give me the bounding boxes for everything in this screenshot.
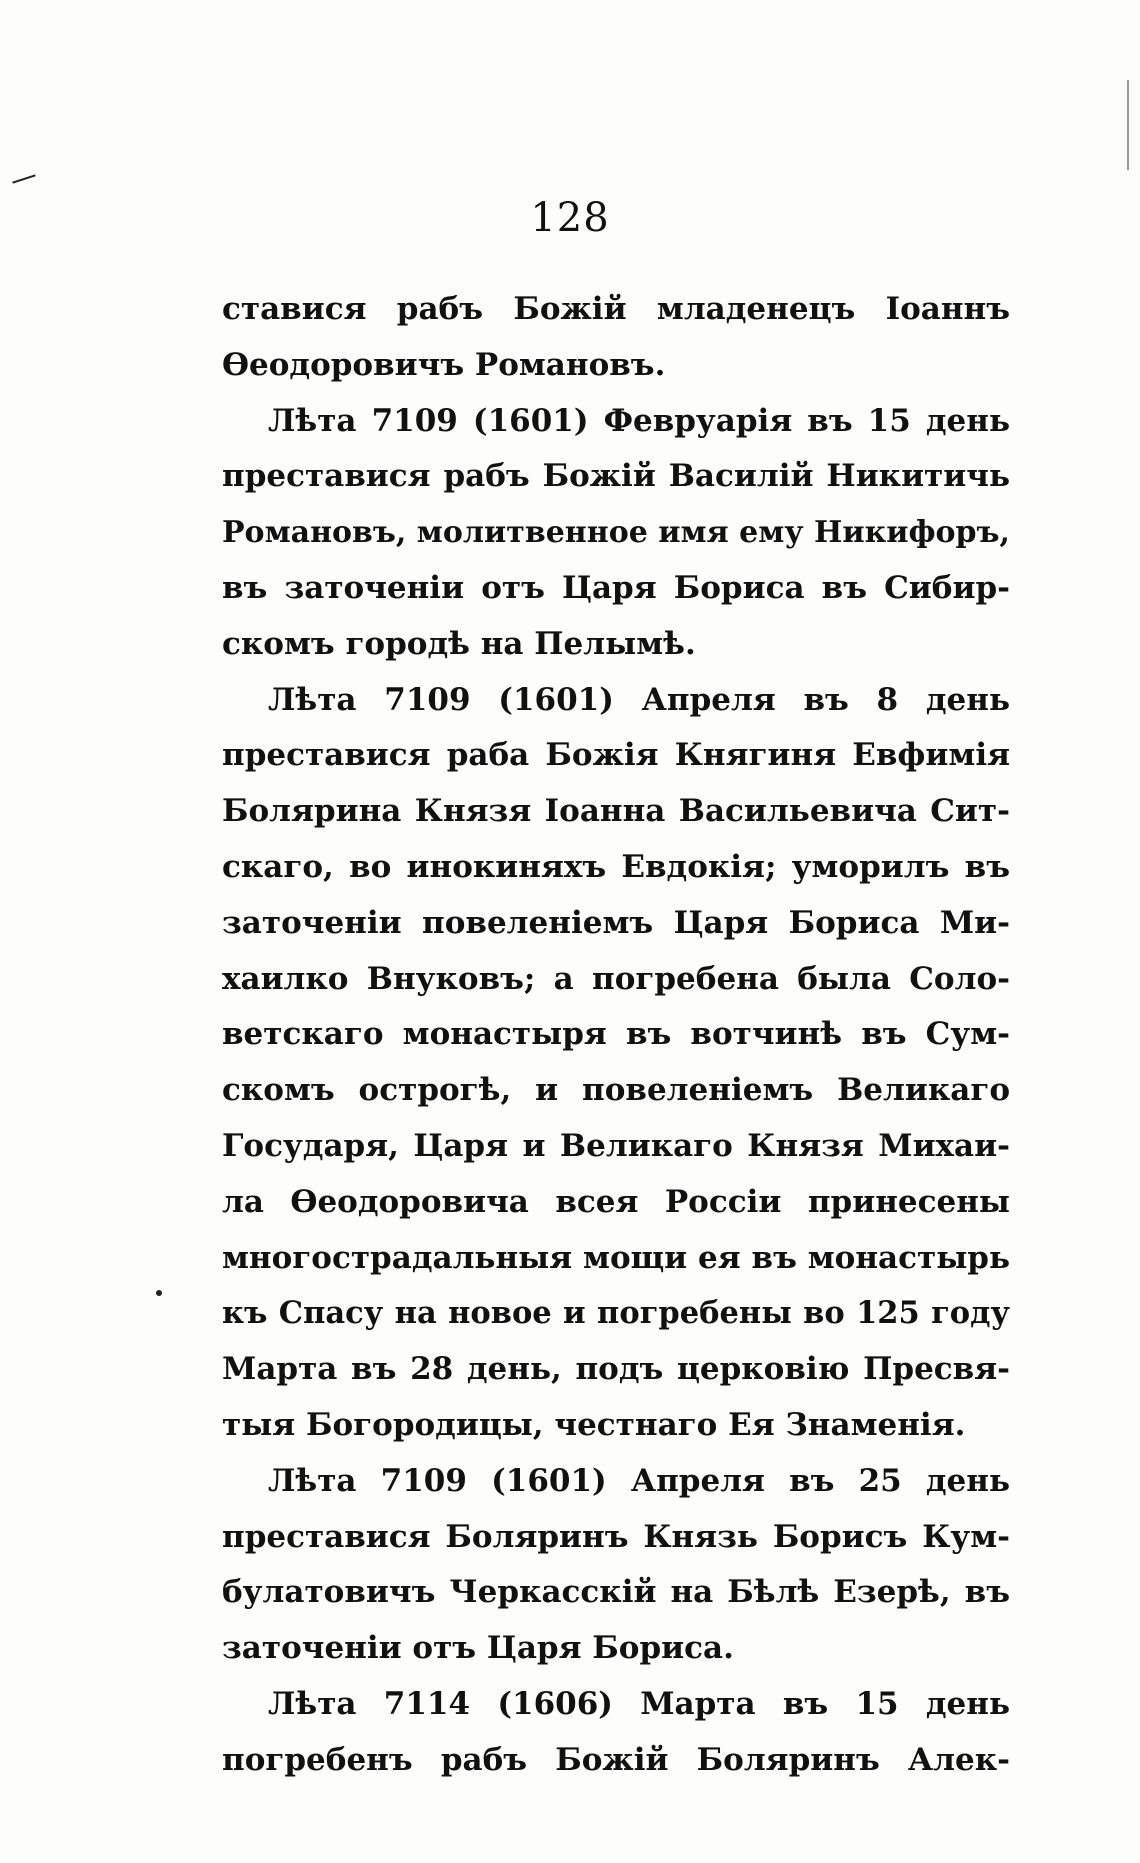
text-line: Марта въ 28 день, подъ церковію Пресвя- [222,1351,1010,1388]
text-line: булатовичъ Черкасскій на Бѣлѣ Езерѣ, въ [222,1574,1010,1611]
text-line: ветскаго монастыря въ вотчинѣ въ Сум- [222,1016,1010,1053]
text-line: заточеніи отъ Царя Бориса. [222,1630,734,1667]
text-line: Болярина Князя Іоанна Васильевича Сит- [222,793,1010,830]
text-line: многострадальныя мощи ея въ монастырь [222,1239,1010,1276]
page-text [222,282,1010,1789]
scan-mark-right-rule [1127,80,1129,170]
text-line: къ Спасу на новое и погребены во 125 году [222,1295,1010,1332]
text-line: Ѳеодоровичъ Романовъ. [222,346,666,383]
text-line: скомъ городѣ на Пелымѣ. [222,625,696,662]
page-number: 128 [530,195,610,241]
text-line: хаилко Внуковъ; а погребена была Соло- [222,960,1010,997]
text-line: Лѣта 7109 (1601) Апреля въ 25 день [268,1462,1010,1499]
scan-mark-left [12,174,35,183]
text-line: заточеніи повеленіемъ Царя Бориса Ми- [222,904,1010,941]
text-line: ставися рабъ Божій младенецъ Іоаннъ [222,291,1010,327]
text-line: скаго, во инокиняхъ Евдокія; уморилъ въ [222,848,1010,885]
text-line: погребенъ рабъ Божій Боляринъ Алек- [222,1741,1010,1778]
text-line: преставися рабъ Божій Василій Никитичь [222,458,1010,495]
text-line: Лѣта 7109 (1601) Февруарія въ 15 день [268,402,1010,439]
text-line: скомъ острогѣ, и повеленіемъ Великаго [222,1072,1010,1109]
text-line: Романовъ, молитвенное имя ему Никифоръ, [222,515,1010,551]
text-line: преставися Боляринъ Князь Борисъ Кум- [222,1518,1010,1555]
text-line: Лѣта 7114 (1606) Марта въ 15 день [268,1685,1010,1722]
text-line: въ заточеніи отъ Царя Бориса въ Сибир- [222,569,1010,606]
text-line: преставися раба Божія Княгиня Евфимія [222,737,1010,774]
text-line: Лѣта 7109 (1601) Апреля въ 8 день [268,681,1010,718]
text-line: Государя, Царя и Великаго Князя Михаи- [222,1127,1010,1164]
scan-dot [156,1290,162,1296]
text-line: тыя Богородицы, честнаго Ея Знаменія. [222,1406,966,1443]
text-line: ла Ѳеодоровича всея Россіи принесены [222,1183,1010,1220]
